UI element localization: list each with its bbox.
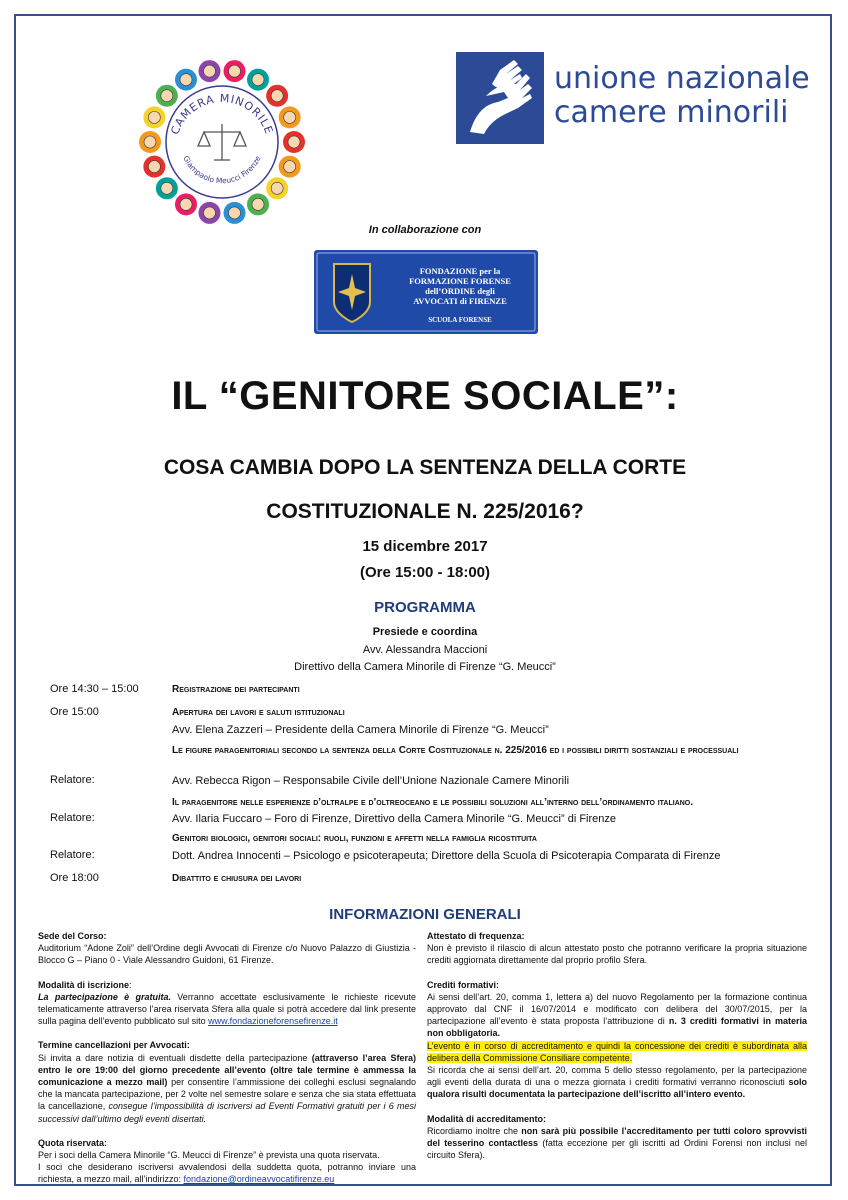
chair-role: Direttivo della Camera Minorile di Firenze “G. Meucci” — [294, 661, 556, 673]
accreditamento-heading: Modalità di accreditamento: — [427, 1113, 547, 1124]
schedule-title: Registrazione dei partecipanti — [172, 684, 300, 695]
cancellazioni-bold: (attraverso l’area Sfera) entro le ore 19:00 del giorno precedente all’evento (oltre tale termine è ammessa la comunicazione a mezzo mail) — [38, 1052, 416, 1088]
cancellazioni-text2: per consentire l’ammissione dei colleghi esclusi segnalando che la mancata partecipazione, per 2 volte nel semestre solare e senza che sia stata effettuata la cancellazione, — [38, 1077, 416, 1112]
iscrizione-text: Verranno accettate esclusivamente le richieste ricevute telematicamente attraverso l’area riservata Sfera alla quale si potrà accedere dal link presente sulla pagina dell’evento pubblicato sul sito — [38, 991, 416, 1027]
crediti-text: Ai sensi dell’art. 20, comma 1, lettera a) del nuovo Regolamento per la formazione continua approvato dal CNF il 16/07/2014 e modificato con delibera del 30/07/2015, per la partecipazione all’evento è stata proposta l’attribuzione di — [427, 991, 807, 1027]
child-face-icon — [148, 111, 160, 123]
iscrizione-colon: : — [129, 979, 132, 990]
camera-minorile-logo — [136, 56, 308, 228]
cancellazioni-text: Si invita a dare notizia di eventuali disdette della partecipazione — [38, 1052, 312, 1063]
speaker-label: Relatore: — [50, 849, 95, 861]
fondazione-forense-logo — [314, 250, 538, 334]
quota-heading: Quota riservata: — [38, 1137, 108, 1148]
accreditamento-bold: non sarà più possibile l’accreditamento per tutti coloro sprovvisti del tesserino contactless — [427, 1125, 808, 1149]
subtitle-line2: COSTITUZIONALE N. 225/2016? — [266, 500, 584, 523]
collaboration-text: In collaborazione con — [368, 224, 482, 236]
uncm-line2: camere minorili — [554, 95, 789, 130]
uncm-line1: unione nazionale — [554, 61, 810, 96]
chair-label: Presiede e coordina — [372, 626, 478, 638]
subtitle-line1: COSA CAMBIA DOPO LA SENTENZA DELLA CORTE — [163, 456, 687, 479]
chair-name: Avv. Alessandra Maccioni — [362, 644, 488, 656]
child-face-icon — [288, 136, 300, 148]
info-heading: INFORMAZIONI GENERALI — [329, 906, 521, 923]
schedule-time: Ore 18:00 — [50, 872, 99, 884]
child-face-icon — [252, 74, 264, 86]
cm-top-text: CAMERA MINORILE — [168, 91, 276, 137]
iscrizione-heading: Modalità di iscrizione — [38, 979, 130, 990]
child-face-icon — [203, 65, 215, 77]
cancellazioni-italic: consegue l’impossibilità di iscriversi ad Eventi Formativi gratuiti per i 6 mesi successivi dall’ultimo degli eventi disertati. — [38, 1101, 416, 1124]
crediti-highlight: L’evento è in corso di accreditamento e quindi la concessione dei crediti è subordinata alla delibera della Commissione Consiliare competente. — [427, 1040, 807, 1063]
document-page — [14, 14, 832, 1186]
website-link[interactable]: www.fondazioneforensefirenze.it — [208, 1016, 338, 1027]
child-face-icon — [284, 111, 296, 123]
uncm-hands-icon — [456, 52, 544, 144]
schedule-title: Genitori biologici, genitori sociali: ruoli, funzioni e affetti nella famiglia ricostituita — [172, 833, 537, 844]
child-face-icon — [180, 74, 192, 86]
iscrizione-free: La partecipazione è gratuita. — [38, 991, 171, 1002]
programma-heading: PROGRAMMA — [374, 599, 476, 616]
child-face-icon — [144, 136, 156, 148]
speaker-label: Relatore: — [50, 812, 95, 824]
schedule-speaker: Avv. Elena Zazzeri – Presidente della Camera Minorile di Firenze “G. Meucci” — [172, 724, 549, 736]
schedule-speaker: Avv. Ilaria Fuccaro – Foro di Firenze, Direttivo della Camera Minorile “G. Meucci” di Firenze — [172, 813, 617, 825]
schedule-title: Apertura dei lavori e saluti istituzionali — [172, 707, 345, 718]
child-face-icon — [229, 65, 241, 77]
quota-text2: I soci che desiderano iscriversi avvalendosi della suddetta quota, potranno inviare una richiesta, a mezzo mail, all’indirizzo: — [38, 1162, 416, 1185]
info-left-column — [38, 930, 416, 1186]
email-link[interactable]: fondazione@ordineavvocatifirenze.eu — [183, 1174, 335, 1185]
cm-bottom-text: Giampaolo Meucci Firenze — [181, 154, 263, 186]
child-face-icon — [161, 90, 173, 102]
schedule-speaker: Dott. Andrea Innocenti – Psicologo e psicoterapeuta; Direttore della Scuola di Psicoterapia Comparata di Firenze — [172, 850, 721, 862]
schedule-title: Il paragenitore nelle esperienze d’oltralpe e d’oltreoceano e le possibili soluzioni all’interno dell’ordinamento italiano. — [172, 797, 694, 808]
schedule-title: Dibattito e chiusura dei lavori — [172, 873, 302, 884]
schedule-speaker: Avv. Rebecca Rigon – Responsabile Civile dell’Unione Nazionale Camere Minorili — [172, 775, 570, 787]
sede-text: Auditorium “Adone Zoli” dell’Ordine degli Avvocati di Firenze c/o Nuovo Palazzo di Giustizia - Blocco G – Piano 0 - Viale Alessandro Guidoni, 61 Firenze. — [38, 943, 416, 966]
schedule-time: Ore 15:00 — [50, 706, 99, 718]
schedule-title: Le figure paragenitoriali secondo la sentenza della Corte Costituzionale n. 225/2016 ed i possibili diritti sostanziali e processuali — [172, 745, 739, 756]
event-time: (Ore 15:00 - 18:00) — [359, 564, 491, 581]
ff-line4: AVVOCATI di FIRENZE — [413, 296, 507, 306]
speaker-label: Relatore: — [50, 774, 95, 786]
child-face-icon — [180, 198, 192, 210]
main-title: IL “GENITORE SOCIALE”: — [171, 374, 679, 418]
schedule-time: Ore 14:30 – 15:00 — [50, 683, 139, 695]
crediti-text2: Si ricorda che ai sensi dell’art. 20, comma 5 dello stesso regolamento, per la partecipazione agli eventi della durata di una o mezza giornata i crediti formativi verranno riconosciuti — [427, 1065, 807, 1088]
crediti-bold: n. 3 crediti formativi in materia non obbligatoria. — [427, 1016, 807, 1039]
quota-text1: Per i soci della Camera Minorile “G. Meucci di Firenze” è prevista una quota riservata. — [38, 1150, 380, 1161]
accreditamento-text2: (fatta eccezione per gli iscritti ad Ordini Forensi non inclusi nel circuito Sfera). — [427, 1138, 807, 1161]
info-right-column — [427, 930, 807, 1161]
child-face-icon — [229, 207, 241, 219]
attestato-text: Non è previsto il rilascio di alcun attestato posto che potranno verificare la propria situazione crediti aggiornata direttamente dal proprio profilo Sfera. — [427, 943, 807, 966]
cancellazioni-heading: Termine cancellazioni per Avvocati: — [38, 1040, 190, 1051]
ff-line3: dell’ORDINE degli — [425, 286, 495, 296]
attestato-heading: Attestato di frequenza: — [427, 931, 525, 941]
child-face-icon — [148, 161, 160, 173]
accreditamento-text: Ricordiamo inoltre che — [427, 1125, 522, 1136]
child-face-icon — [252, 198, 264, 210]
child-face-icon — [203, 207, 215, 219]
crediti-bold2: solo qualora risulti documentata la partecipazione dell’iscritto all’intero evento. — [427, 1077, 807, 1100]
child-face-icon — [284, 161, 296, 173]
child-face-icon — [271, 90, 283, 102]
child-face-icon — [271, 182, 283, 194]
child-face-icon — [161, 182, 173, 194]
uncm-logo-text — [554, 62, 810, 130]
crediti-heading: Crediti formativi: — [427, 979, 500, 990]
ff-line1: FONDAZIONE per la — [419, 266, 501, 276]
ff-line2: FORMAZIONE FORENSE — [409, 276, 511, 286]
event-date: 15 dicembre 2017 — [362, 538, 488, 555]
ff-line5: SCUOLA FORENSE — [428, 316, 492, 324]
sede-heading: Sede del Corso: — [38, 931, 107, 941]
